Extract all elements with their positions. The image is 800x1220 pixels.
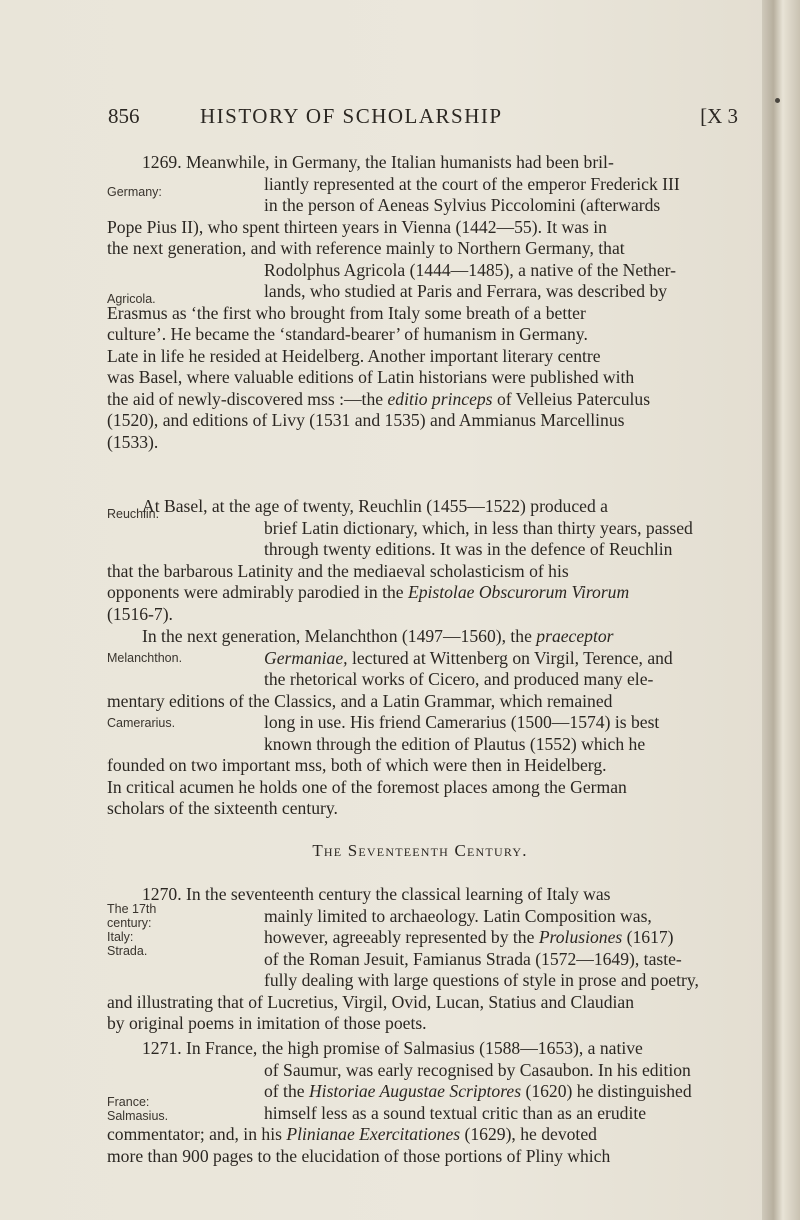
text-line: liantly represented at the court of the emperor Frederick III	[264, 173, 680, 194]
margin-note-camerarius: Camerarius.	[107, 716, 176, 730]
text-line	[107, 927, 732, 949]
text-line: Erasmus as ‘the first who brought from Italy some breath of a better	[107, 302, 586, 323]
text-line: more than 900 pages to the elucidation of those portions of Pliny which	[107, 1145, 611, 1166]
text-run: of Velleius Paterculus	[496, 388, 651, 409]
ink-mark	[775, 98, 780, 103]
paragraph-1269	[107, 152, 732, 453]
margin-note-germany: Germany:	[107, 185, 162, 199]
paragraph-reuchlin	[107, 496, 732, 625]
text-line: lands, who studied at Paris and Ferrara, was described by	[264, 281, 668, 301]
text-line: himself less as a sound textual critic than as an erudite	[264, 1102, 647, 1123]
margin-note-line: Strada.	[107, 944, 148, 958]
margin-note-line: France:	[107, 1095, 150, 1109]
italic-title: Plinianae Exercitationes	[286, 1124, 461, 1144]
margin-note-line: Salmasius.	[107, 1109, 169, 1123]
page-number: 856	[108, 104, 140, 128]
text-run: (1617)	[626, 927, 674, 947]
page-edge	[762, 0, 800, 1220]
running-title: HISTORY OF SCHOLARSHIP	[200, 104, 503, 128]
section-marker: [X 3	[700, 104, 738, 128]
paragraph-1271	[107, 1038, 732, 1167]
text-line	[107, 582, 732, 604]
text-line: (1520), and editions of Livy (1531 and 1535) and Ammianus Marcellinus	[107, 410, 625, 430]
text-line: mentary editions of the Classics, and a Latin Grammar, which remained	[107, 690, 613, 711]
italic-title: praeceptor	[536, 626, 614, 646]
text-line	[107, 1081, 732, 1103]
text-line: known through the edition of Plautus (1552) which he	[264, 733, 646, 754]
text-run: lectured at Wittenberg on Virgil, Terence, and	[351, 647, 673, 668]
text-line: 1270. In the seventeenth century the classical learning of Italy was	[142, 884, 611, 904]
margin-note-line: The 17th	[107, 902, 157, 916]
text-line: Late in life he resided at Heidelberg. Another important literary centre	[107, 345, 601, 366]
text-line: culture’. He became the ‘standard-bearer’ of humanism in Germany.	[107, 324, 588, 344]
text-line: and illustrating that of Lucretius, Virgil, Ovid, Lucan, Statius and Claudian	[107, 991, 634, 1012]
margin-note-reuchlin: Reuchlin.	[107, 507, 160, 521]
text-line: brief Latin dictionary, which, in less than thirty years, passed	[264, 517, 693, 538]
text-run: (1620) he distinguished	[525, 1081, 692, 1101]
text-line: In critical acumen he holds one of the foremost places among the German	[107, 776, 627, 797]
text-run: opponents were admirably parodied in the	[107, 582, 404, 602]
text-line: was Basel, where valuable editions of Latin historians were published with	[107, 367, 635, 387]
margin-note-melanchthon: Melanchthon.	[107, 651, 183, 665]
margin-note-agricola: Agricola.	[107, 292, 156, 306]
text-line	[107, 648, 732, 670]
text-run: (1629), he devoted	[464, 1124, 597, 1144]
italic-title: editio princeps	[387, 388, 493, 409]
text-line: fully dealing with large questions of style in prose and poetry,	[264, 970, 699, 990]
text-line: Rodolphus Agricola (1444—1485), a native of the Nether-	[264, 259, 677, 280]
italic-title: Historiae Augustae Scriptores	[308, 1081, 522, 1101]
text-line	[107, 1124, 732, 1146]
text-line: founded on two important mss, both of which were then in Heidelberg.	[107, 755, 607, 775]
text-run: commentator; and, in his	[107, 1124, 282, 1144]
text-line: the next generation, and with reference mainly to Northern Germany, that	[107, 238, 625, 258]
margin-note-line: Italy:	[107, 930, 134, 944]
italic-title: Prolusiones	[538, 927, 623, 947]
text-line: by original poems in imitation of those poets.	[107, 1013, 427, 1033]
text-line: of Saumur, was early recognised by Casaubon. In his edition	[264, 1059, 691, 1080]
text-line	[107, 626, 732, 648]
italic-title: Epistolae Obscurorum Virorum	[407, 582, 630, 602]
text-line: that the barbarous Latinity and the mediaeval scholasticism of his	[107, 560, 569, 581]
text-line: mainly limited to archaeology. Latin Composition was,	[264, 905, 652, 926]
text-line: of the Roman Jesuit, Famianus Strada (1572—1649), taste-	[264, 948, 682, 969]
paragraph-melanchthon	[107, 626, 732, 820]
running-header	[108, 104, 738, 134]
text-line: long in use. His friend Camerarius (1500—1574) is best	[264, 712, 660, 732]
paragraph-1270	[107, 884, 732, 1035]
text-line: 1271. In France, the high promise of Salmasius (1588—1653), a native	[142, 1038, 643, 1058]
text-line: 1269. Meanwhile, in Germany, the Italian humanists had been bril-	[142, 152, 614, 172]
text-line	[107, 389, 732, 411]
margin-note-line: century:	[107, 916, 152, 930]
text-run: the aid of newly-discovered mss :—the	[107, 388, 384, 409]
text-line: in the person of Aeneas Sylvius Piccolomini (afterwards	[264, 195, 661, 215]
text-line: through twenty editions. It was in the defence of Reuchlin	[264, 539, 673, 559]
section-heading: The Seventeenth Century.	[312, 841, 528, 860]
text-run: of the	[264, 1081, 305, 1101]
text-line: (1516-7).	[107, 603, 173, 624]
text-run: however, agreeably represented by the	[264, 927, 535, 947]
text-run: In the next generation, Melanchthon (1497—1560), the	[142, 626, 532, 646]
text-line: (1533).	[107, 431, 159, 452]
text-line: Pope Pius II), who spent thirteen years in Vienna (1442—55). It was in	[107, 216, 607, 237]
italic-title: Germaniae,	[264, 647, 348, 668]
text-line: At Basel, at the age of twenty, Reuchlin (1455—1522) produced a	[142, 496, 608, 516]
text-line: the rhetorical works of Cicero, and produced many ele-	[264, 669, 654, 689]
text-line: scholars of the sixteenth century.	[107, 798, 338, 818]
